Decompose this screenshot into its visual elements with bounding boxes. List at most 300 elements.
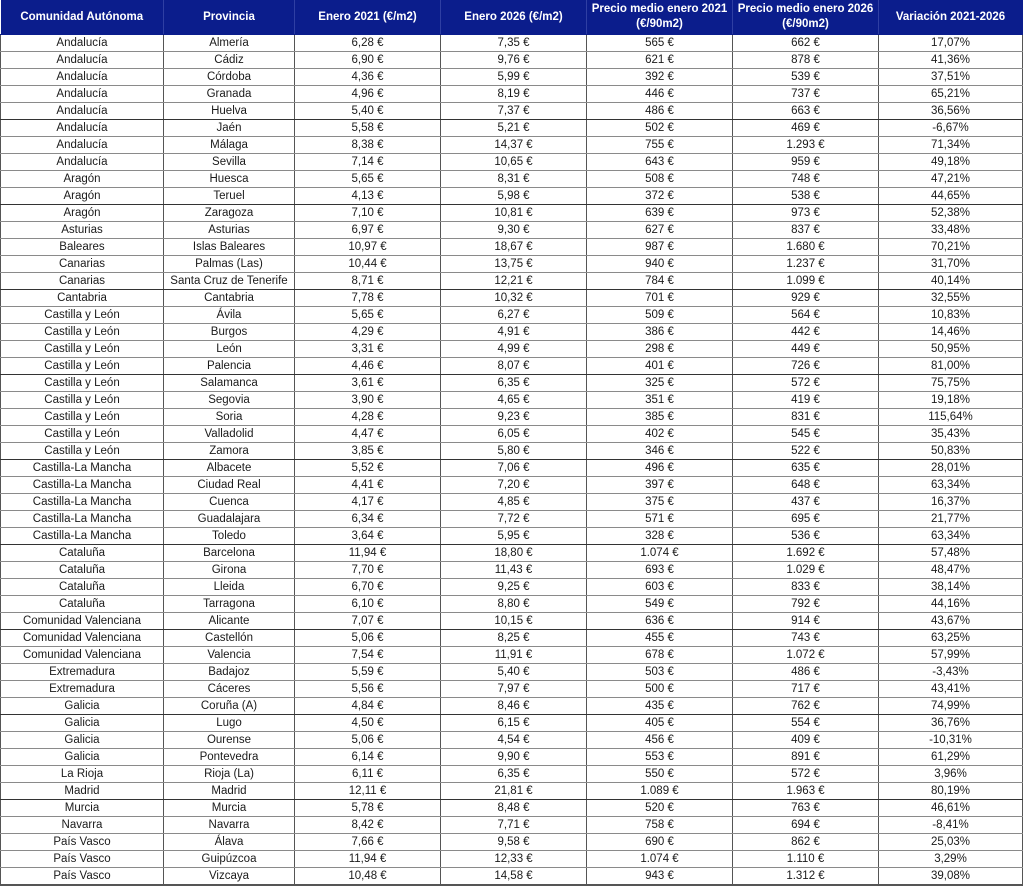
precio-2026-cell: 695 € [733, 511, 879, 528]
enero-2021-cell: 8,38 € [295, 137, 441, 154]
precio-2021-cell: 372 € [587, 188, 733, 205]
precio-2026-cell: 1.029 € [733, 562, 879, 579]
precio-2021-cell: 520 € [587, 800, 733, 817]
variacion-cell: 16,37% [879, 494, 1023, 511]
precio-2021-cell: 693 € [587, 562, 733, 579]
precio-2026-cell: 833 € [733, 579, 879, 596]
variacion-cell: 31,70% [879, 256, 1023, 273]
enero-2021-cell: 4,17 € [295, 494, 441, 511]
enero-2021-cell: 5,65 € [295, 307, 441, 324]
table-row [1, 715, 1023, 732]
enero-2026-cell: 4,91 € [441, 324, 587, 341]
precio-2026-cell: 419 € [733, 392, 879, 409]
table-row [1, 256, 1023, 273]
precio-2026-cell: 763 € [733, 800, 879, 817]
enero-2026-cell: 7,06 € [441, 460, 587, 477]
precio-2021-cell: 690 € [587, 834, 733, 851]
variacion-cell: 25,03% [879, 834, 1023, 851]
provincia-cell: Madrid [164, 783, 295, 800]
precio-2026-cell: 726 € [733, 358, 879, 375]
precio-2026-cell: 536 € [733, 528, 879, 545]
enero-2021-cell: 8,71 € [295, 273, 441, 290]
header-comunidad: Comunidad Autónoma [1, 0, 164, 35]
variacion-cell: 44,16% [879, 596, 1023, 613]
table-row [1, 817, 1023, 834]
provincia-cell: Guipúzcoa [164, 851, 295, 868]
enero-2026-cell: 6,27 € [441, 307, 587, 324]
enero-2026-cell: 6,05 € [441, 426, 587, 443]
table-row [1, 851, 1023, 868]
enero-2026-cell: 4,65 € [441, 392, 587, 409]
enero-2021-cell: 6,14 € [295, 749, 441, 766]
table-row [1, 664, 1023, 681]
enero-2026-cell: 5,99 € [441, 69, 587, 86]
table-row [1, 494, 1023, 511]
enero-2021-cell: 4,28 € [295, 409, 441, 426]
variacion-cell: 36,76% [879, 715, 1023, 732]
enero-2021-cell: 4,50 € [295, 715, 441, 732]
comunidad-cell: Navarra [1, 817, 164, 834]
precio-2021-cell: 943 € [587, 868, 733, 886]
variacion-cell: -10,31% [879, 732, 1023, 749]
comunidad-cell: Andalucía [1, 35, 164, 52]
header-enero-2021: Enero 2021 (€/m2) [295, 0, 441, 35]
precio-2026-cell: 878 € [733, 52, 879, 69]
comunidad-cell: Madrid [1, 783, 164, 800]
variacion-cell: 36,56% [879, 103, 1023, 120]
table-row [1, 766, 1023, 783]
precio-2026-cell: 538 € [733, 188, 879, 205]
precio-2026-cell: 973 € [733, 205, 879, 222]
enero-2026-cell: 7,97 € [441, 681, 587, 698]
table-row [1, 222, 1023, 239]
comunidad-cell: Castilla-La Mancha [1, 460, 164, 477]
enero-2021-cell: 11,94 € [295, 851, 441, 868]
variacion-cell: 3,29% [879, 851, 1023, 868]
precio-2021-cell: 565 € [587, 35, 733, 52]
table-row [1, 171, 1023, 188]
comunidad-cell: Comunidad Valenciana [1, 630, 164, 647]
enero-2026-cell: 7,35 € [441, 35, 587, 52]
variacion-cell: 71,34% [879, 137, 1023, 154]
table-row [1, 613, 1023, 630]
enero-2026-cell: 7,37 € [441, 103, 587, 120]
precio-2021-cell: 375 € [587, 494, 733, 511]
precio-2021-cell: 701 € [587, 290, 733, 307]
enero-2021-cell: 7,66 € [295, 834, 441, 851]
comunidad-cell: Cataluña [1, 579, 164, 596]
comunidad-cell: Andalucía [1, 69, 164, 86]
enero-2021-cell: 5,06 € [295, 630, 441, 647]
provincia-cell: Huelva [164, 103, 295, 120]
provincia-cell: Badajoz [164, 664, 295, 681]
comunidad-cell: Andalucía [1, 120, 164, 137]
table-row [1, 562, 1023, 579]
comunidad-cell: Galicia [1, 732, 164, 749]
comunidad-cell: Castilla y León [1, 443, 164, 460]
variacion-cell: 41,36% [879, 52, 1023, 69]
variacion-cell: 37,51% [879, 69, 1023, 86]
precio-2026-cell: 486 € [733, 664, 879, 681]
provincia-cell: Alicante [164, 613, 295, 630]
comunidad-cell: Baleares [1, 239, 164, 256]
enero-2026-cell: 8,25 € [441, 630, 587, 647]
comunidad-cell: Castilla y León [1, 341, 164, 358]
comunidad-cell: Castilla y León [1, 409, 164, 426]
provincia-cell: Cádiz [164, 52, 295, 69]
table-row [1, 307, 1023, 324]
enero-2026-cell: 9,90 € [441, 749, 587, 766]
provincia-cell: Jaén [164, 120, 295, 137]
enero-2021-cell: 3,90 € [295, 392, 441, 409]
comunidad-cell: Andalucía [1, 86, 164, 103]
table-row [1, 460, 1023, 477]
comunidad-cell: Galicia [1, 698, 164, 715]
enero-2021-cell: 7,14 € [295, 154, 441, 171]
comunidad-cell: Cataluña [1, 596, 164, 613]
precio-2026-cell: 862 € [733, 834, 879, 851]
precio-2026-cell: 1.692 € [733, 545, 879, 562]
comunidad-cell: Castilla-La Mancha [1, 477, 164, 494]
table-row [1, 834, 1023, 851]
enero-2021-cell: 5,56 € [295, 681, 441, 698]
comunidad-cell: Cataluña [1, 545, 164, 562]
precio-2021-cell: 298 € [587, 341, 733, 358]
variacion-cell: 50,95% [879, 341, 1023, 358]
provincia-cell: Granada [164, 86, 295, 103]
comunidad-cell: Extremadura [1, 681, 164, 698]
enero-2021-cell: 10,44 € [295, 256, 441, 273]
comunidad-cell: Aragón [1, 188, 164, 205]
enero-2021-cell: 5,59 € [295, 664, 441, 681]
enero-2021-cell: 4,41 € [295, 477, 441, 494]
variacion-cell: 43,41% [879, 681, 1023, 698]
precio-2021-cell: 1.089 € [587, 783, 733, 800]
provincia-cell: Almería [164, 35, 295, 52]
enero-2026-cell: 7,72 € [441, 511, 587, 528]
enero-2026-cell: 21,81 € [441, 783, 587, 800]
precio-2021-cell: 486 € [587, 103, 733, 120]
precio-2021-cell: 553 € [587, 749, 733, 766]
comunidad-cell: Andalucía [1, 154, 164, 171]
precio-2026-cell: 762 € [733, 698, 879, 715]
comunidad-cell: Galicia [1, 749, 164, 766]
precio-2021-cell: 456 € [587, 732, 733, 749]
provincia-cell: Burgos [164, 324, 295, 341]
precio-2026-cell: 737 € [733, 86, 879, 103]
comunidad-cell: Cataluña [1, 562, 164, 579]
precio-2026-cell: 572 € [733, 375, 879, 392]
precio-2021-cell: 392 € [587, 69, 733, 86]
variacion-cell: 57,48% [879, 545, 1023, 562]
enero-2026-cell: 6,35 € [441, 375, 587, 392]
provincia-cell: Navarra [164, 817, 295, 834]
variacion-cell: 32,55% [879, 290, 1023, 307]
provincia-cell: Teruel [164, 188, 295, 205]
comunidad-cell: Castilla y León [1, 307, 164, 324]
table-row [1, 800, 1023, 817]
comunidad-cell: Comunidad Valenciana [1, 613, 164, 630]
provincia-cell: Málaga [164, 137, 295, 154]
provincia-cell: Cuenca [164, 494, 295, 511]
enero-2026-cell: 6,35 € [441, 766, 587, 783]
precio-2026-cell: 1.237 € [733, 256, 879, 273]
provincia-cell: Zamora [164, 443, 295, 460]
variacion-cell: 57,99% [879, 647, 1023, 664]
table-row [1, 477, 1023, 494]
precio-2021-cell: 455 € [587, 630, 733, 647]
precio-2026-cell: 662 € [733, 35, 879, 52]
enero-2021-cell: 5,78 € [295, 800, 441, 817]
provincia-cell: Islas Baleares [164, 239, 295, 256]
comunidad-cell: Aragón [1, 171, 164, 188]
precio-2026-cell: 792 € [733, 596, 879, 613]
enero-2026-cell: 14,37 € [441, 137, 587, 154]
provincia-cell: Sevilla [164, 154, 295, 171]
table-row [1, 528, 1023, 545]
enero-2026-cell: 8,19 € [441, 86, 587, 103]
enero-2026-cell: 5,80 € [441, 443, 587, 460]
comunidad-cell: Canarias [1, 256, 164, 273]
table-row [1, 511, 1023, 528]
enero-2021-cell: 5,52 € [295, 460, 441, 477]
precio-2026-cell: 837 € [733, 222, 879, 239]
variacion-cell: -3,43% [879, 664, 1023, 681]
precio-2021-cell: 351 € [587, 392, 733, 409]
precio-2026-cell: 449 € [733, 341, 879, 358]
precio-2021-cell: 621 € [587, 52, 733, 69]
header-precio-2026: Precio medio enero 2026 (€/90m2) [733, 0, 879, 35]
precio-2021-cell: 346 € [587, 443, 733, 460]
provincia-cell: Asturias [164, 222, 295, 239]
table-row [1, 52, 1023, 69]
precio-2021-cell: 385 € [587, 409, 733, 426]
precio-2021-cell: 500 € [587, 681, 733, 698]
enero-2021-cell: 7,70 € [295, 562, 441, 579]
variacion-cell: 38,14% [879, 579, 1023, 596]
provincia-cell: Ávila [164, 307, 295, 324]
precio-2026-cell: 572 € [733, 766, 879, 783]
table-row [1, 205, 1023, 222]
variacion-cell: 19,18% [879, 392, 1023, 409]
enero-2021-cell: 4,96 € [295, 86, 441, 103]
comunidad-cell: Castilla y León [1, 324, 164, 341]
enero-2026-cell: 8,48 € [441, 800, 587, 817]
variacion-cell: 48,47% [879, 562, 1023, 579]
table-row [1, 154, 1023, 171]
variacion-cell: 10,83% [879, 307, 1023, 324]
precio-2021-cell: 386 € [587, 324, 733, 341]
enero-2021-cell: 6,90 € [295, 52, 441, 69]
precio-2026-cell: 409 € [733, 732, 879, 749]
provincia-cell: Cáceres [164, 681, 295, 698]
provincia-cell: Albacete [164, 460, 295, 477]
precio-2026-cell: 1.110 € [733, 851, 879, 868]
precio-2026-cell: 891 € [733, 749, 879, 766]
enero-2021-cell: 6,70 € [295, 579, 441, 596]
variacion-cell: 61,29% [879, 749, 1023, 766]
variacion-cell: 63,34% [879, 528, 1023, 545]
enero-2026-cell: 11,91 € [441, 647, 587, 664]
precio-2021-cell: 503 € [587, 664, 733, 681]
comunidad-cell: Galicia [1, 715, 164, 732]
comunidad-cell: Extremadura [1, 664, 164, 681]
provincia-cell: Coruña (A) [164, 698, 295, 715]
comunidad-cell: Castilla y León [1, 392, 164, 409]
precio-2021-cell: 502 € [587, 120, 733, 137]
precio-2026-cell: 743 € [733, 630, 879, 647]
enero-2026-cell: 10,15 € [441, 613, 587, 630]
provincia-cell: Pontevedra [164, 749, 295, 766]
precio-2026-cell: 929 € [733, 290, 879, 307]
enero-2021-cell: 4,47 € [295, 426, 441, 443]
precio-2021-cell: 643 € [587, 154, 733, 171]
enero-2021-cell: 5,40 € [295, 103, 441, 120]
comunidad-cell: Asturias [1, 222, 164, 239]
precio-2021-cell: 603 € [587, 579, 733, 596]
provincia-cell: Ciudad Real [164, 477, 295, 494]
enero-2021-cell: 4,13 € [295, 188, 441, 205]
precio-2021-cell: 397 € [587, 477, 733, 494]
precio-2026-cell: 545 € [733, 426, 879, 443]
variacion-cell: 44,65% [879, 188, 1023, 205]
enero-2026-cell: 7,20 € [441, 477, 587, 494]
comunidad-cell: Cantabria [1, 290, 164, 307]
table-row [1, 273, 1023, 290]
enero-2021-cell: 4,36 € [295, 69, 441, 86]
variacion-cell: 3,96% [879, 766, 1023, 783]
provincia-cell: Vizcaya [164, 868, 295, 886]
precio-2026-cell: 437 € [733, 494, 879, 511]
comunidad-cell: Comunidad Valenciana [1, 647, 164, 664]
enero-2026-cell: 4,99 € [441, 341, 587, 358]
table-row [1, 732, 1023, 749]
precio-2021-cell: 636 € [587, 613, 733, 630]
comunidad-cell: Castilla y León [1, 358, 164, 375]
provincia-cell: Huesca [164, 171, 295, 188]
enero-2021-cell: 4,84 € [295, 698, 441, 715]
variacion-cell: 50,83% [879, 443, 1023, 460]
provincia-cell: Murcia [164, 800, 295, 817]
enero-2026-cell: 8,80 € [441, 596, 587, 613]
precio-2021-cell: 508 € [587, 171, 733, 188]
precio-2021-cell: 987 € [587, 239, 733, 256]
header-row [1, 0, 1023, 35]
provincia-cell: Córdoba [164, 69, 295, 86]
precio-2026-cell: 1.963 € [733, 783, 879, 800]
variacion-cell: 33,48% [879, 222, 1023, 239]
precio-2021-cell: 328 € [587, 528, 733, 545]
precio-2026-cell: 442 € [733, 324, 879, 341]
enero-2021-cell: 5,58 € [295, 120, 441, 137]
precio-2026-cell: 635 € [733, 460, 879, 477]
enero-2026-cell: 13,75 € [441, 256, 587, 273]
enero-2026-cell: 7,71 € [441, 817, 587, 834]
table-row [1, 86, 1023, 103]
variacion-cell: 43,67% [879, 613, 1023, 630]
header-provincia: Provincia [164, 0, 295, 35]
enero-2026-cell: 9,30 € [441, 222, 587, 239]
provincia-cell: Salamanca [164, 375, 295, 392]
precio-2021-cell: 1.074 € [587, 851, 733, 868]
provincia-cell: Segovia [164, 392, 295, 409]
enero-2021-cell: 7,07 € [295, 613, 441, 630]
enero-2026-cell: 9,25 € [441, 579, 587, 596]
table-row [1, 698, 1023, 715]
enero-2026-cell: 5,21 € [441, 120, 587, 137]
provincia-cell: Guadalajara [164, 511, 295, 528]
header-enero-2026: Enero 2026 (€/m2) [441, 0, 587, 35]
precio-2026-cell: 1.293 € [733, 137, 879, 154]
enero-2021-cell: 3,31 € [295, 341, 441, 358]
variacion-cell: 17,07% [879, 35, 1023, 52]
provincia-cell: Lugo [164, 715, 295, 732]
enero-2026-cell: 10,65 € [441, 154, 587, 171]
table-row [1, 647, 1023, 664]
enero-2026-cell: 8,31 € [441, 171, 587, 188]
enero-2021-cell: 7,54 € [295, 647, 441, 664]
enero-2021-cell: 8,42 € [295, 817, 441, 834]
precio-2021-cell: 639 € [587, 205, 733, 222]
table-row [1, 681, 1023, 698]
enero-2021-cell: 10,48 € [295, 868, 441, 886]
precio-2021-cell: 325 € [587, 375, 733, 392]
enero-2021-cell: 5,06 € [295, 732, 441, 749]
enero-2026-cell: 9,76 € [441, 52, 587, 69]
provincia-cell: Girona [164, 562, 295, 579]
enero-2021-cell: 7,78 € [295, 290, 441, 307]
precio-2026-cell: 663 € [733, 103, 879, 120]
table-row [1, 749, 1023, 766]
comunidad-cell: Murcia [1, 800, 164, 817]
comunidad-cell: País Vasco [1, 868, 164, 886]
enero-2021-cell: 12,11 € [295, 783, 441, 800]
precio-2026-cell: 564 € [733, 307, 879, 324]
precio-2026-cell: 694 € [733, 817, 879, 834]
precio-2026-cell: 1.312 € [733, 868, 879, 886]
provincia-cell: Tarragona [164, 596, 295, 613]
variacion-cell: 63,34% [879, 477, 1023, 494]
variacion-cell: 47,21% [879, 171, 1023, 188]
enero-2021-cell: 4,46 € [295, 358, 441, 375]
variacion-cell: -6,67% [879, 120, 1023, 137]
comunidad-cell: Andalucía [1, 137, 164, 154]
table-row [1, 324, 1023, 341]
precio-2026-cell: 648 € [733, 477, 879, 494]
table-row [1, 341, 1023, 358]
precio-2026-cell: 1.680 € [733, 239, 879, 256]
precio-2026-cell: 914 € [733, 613, 879, 630]
variacion-cell: 52,38% [879, 205, 1023, 222]
table-body [1, 35, 1023, 886]
comunidad-cell: Castilla-La Mancha [1, 511, 164, 528]
enero-2021-cell: 5,65 € [295, 171, 441, 188]
provincia-cell: Palmas (Las) [164, 256, 295, 273]
precio-2026-cell: 717 € [733, 681, 879, 698]
table-row [1, 137, 1023, 154]
precio-2021-cell: 755 € [587, 137, 733, 154]
variacion-cell: 40,14% [879, 273, 1023, 290]
precio-2021-cell: 550 € [587, 766, 733, 783]
precio-2026-cell: 469 € [733, 120, 879, 137]
precio-2026-cell: 748 € [733, 171, 879, 188]
variacion-cell: 70,21% [879, 239, 1023, 256]
table-row [1, 868, 1023, 886]
variacion-cell: 35,43% [879, 426, 1023, 443]
comunidad-cell: Castilla y León [1, 426, 164, 443]
provincia-cell: Lleida [164, 579, 295, 596]
enero-2026-cell: 10,81 € [441, 205, 587, 222]
